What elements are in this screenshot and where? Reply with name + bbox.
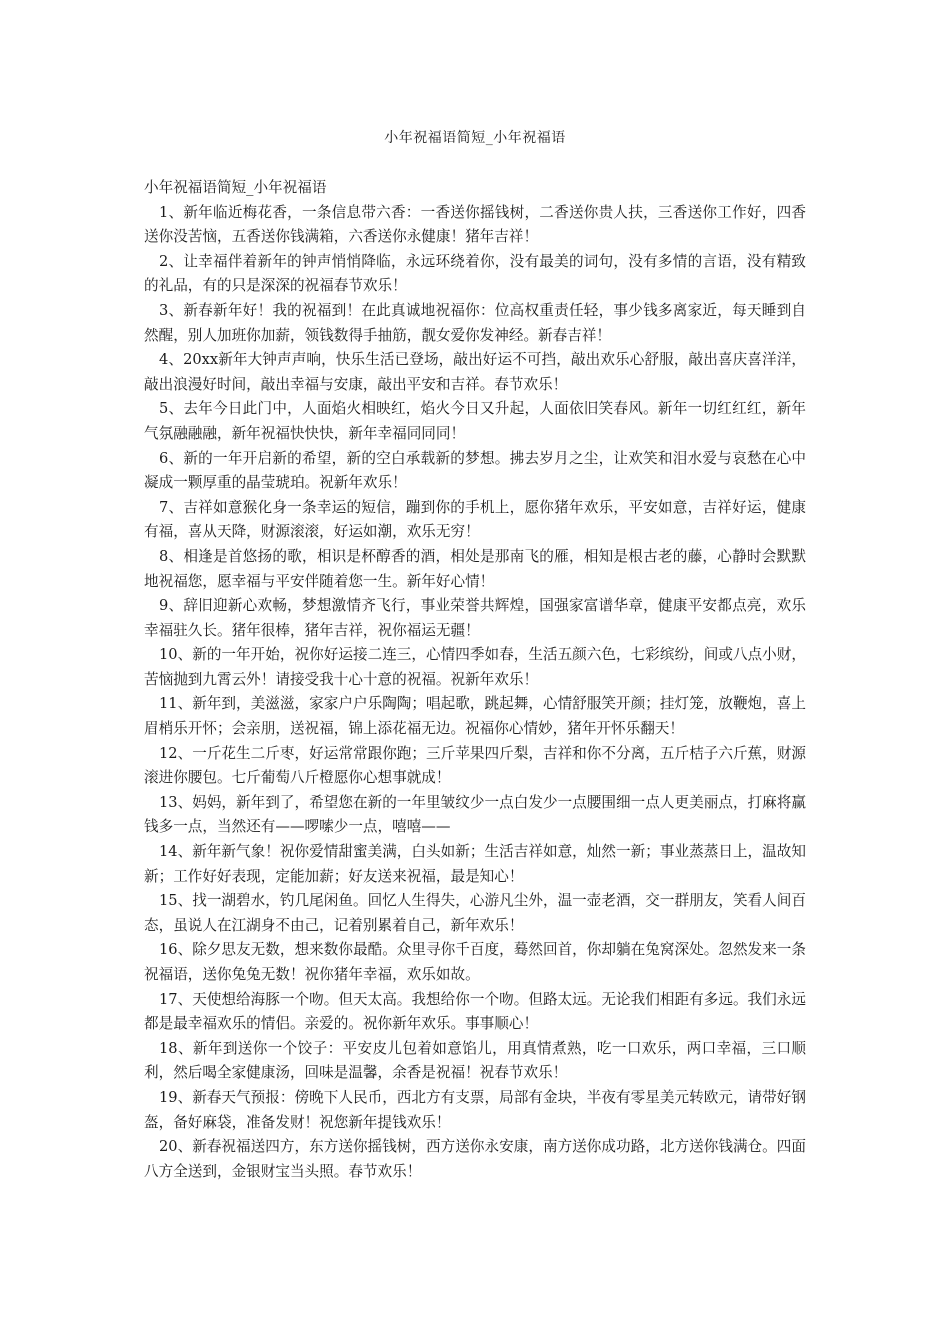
greeting-item-12: 12、一斤花生二斤枣，好运常常跟你跑；三斤苹果四斤梨，吉祥和你不分离，五斤桔子六斤蕉，财源滚进你腰包。七斤葡萄八斤橙愿你心想事就成！ <box>144 744 806 787</box>
document-subtitle: 小年祝福语简短_小年祝福语 <box>144 179 327 196</box>
greeting-item-11: 11、新年到，美滋滋，家家户户乐陶陶；唱起歌，跳起舞，心情舒服笑开颜；挂灯笼，放鞭炮，喜上眉梢乐开怀；会亲朋，送祝福，锦上添花福无边。祝福你心情妙，猪年开怀乐翻天！ <box>144 695 806 738</box>
greeting-item-20: 20、新春祝福送四方，东方送你摇钱树，西方送你永安康，南方送你成功路，北方送你钱满仓。四面八方全送到，金银财宝当头照。春节欢乐！ <box>144 1138 806 1180</box>
greeting-item-5: 5、去年今日此门中，人面焰火相映红，焰火今日又升起，人面依旧笑春风。新年一切红红红，新年气氛融融融，新年祝福快快快，新年幸福同同同！ <box>144 400 806 442</box>
greeting-item-8: 8、相逢是首悠扬的歌，相识是杯醇香的酒，相处是那南飞的雁，相知是根古老的藤，心静时会默默地祝福您，愿幸福与平安伴随着您一生。新年好心情！ <box>144 547 806 590</box>
document-body <box>144 176 806 1184</box>
greeting-item-15: 15、找一湖碧水，钓几尾闲鱼。回忆人生得失，心游凡尘外，温一壶老酒，交一群朋友，笑看人间百态，虽说人在江湖身不由己，记着别累着自己，新年欢乐！ <box>144 892 806 934</box>
greeting-item-4: 4、20xx新年大钟声声响，快乐生活已登场，敲出好运不可挡，敲出欢乐心舒服，敲出喜庆喜洋洋，敲出浪漫好时间，敲出幸福与安康，敲出平安和吉祥。春节欢乐！ <box>144 351 806 393</box>
greeting-item-16: 16、除夕思友无数，想来数你最酷。众里寻你千百度，蓦然回首，你却躺在兔窝深处。忽然发来一条祝福语，送你兔兔无数！祝你猪年幸福，欢乐如故。 <box>144 941 806 983</box>
greeting-item-9: 9、辞旧迎新心欢畅，梦想激情齐飞行，事业荣誉共辉煌，国强家富谱华章，健康平安都点亮，欢乐幸福驻久长。猪年很棒，猪年吉祥，祝你福运无疆！ <box>144 597 806 639</box>
greeting-item-14: 14、新年新气象！祝你爱情甜蜜美满，白头如新；生活吉祥如意，灿然一新；事业蒸蒸日上，温故知新；工作好好表现，定能加薪；好友送来祝福，最是知心！ <box>144 843 806 885</box>
greeting-item-3: 3、新春新年好！我的祝福到！在此真诚地祝福你：位高权重责任轻，事少钱多离家近，每天睡到自然醒，别人加班你加薪，领钱数得手抽筋，靓女爱你发神经。新春吉祥！ <box>144 301 806 344</box>
greeting-item-6: 6、新的一年开启新的希望，新的空白承载新的梦想。拂去岁月之尘，让欢笑和泪水爱与哀愁在心中凝成一颗厚重的晶莹琥珀。祝新年欢乐！ <box>144 449 806 492</box>
greeting-item-1: 1、新年临近梅花香，一条信息带六香：一香送你摇钱树，二香送你贵人扶，三香送你工作好，四香送你没苦恼，五香送你钱满箱，六香送你永健康！猪年吉祥！ <box>144 203 806 246</box>
greeting-item-17: 17、天使想给海豚一个吻。但天太高。我想给你一个吻。但路太远。无论我们相距有多远。我们永远都是最幸福欢乐的情侣。亲爱的。祝你新年欢乐。事事顺心！ <box>144 990 806 1033</box>
greeting-item-18: 18、新年到送你一个饺子：平安皮儿包着如意馅儿，用真情煮熟，吃一口欢乐，两口幸福，三口顺利，然后喝全家健康汤，回味是温馨，余香是祝福！祝春节欢乐！ <box>144 1039 806 1082</box>
greeting-item-7: 7、吉祥如意猴化身一条幸运的短信，蹦到你的手机上，愿你猪年欢乐，平安如意，吉祥好运，健康有福，喜从天降，财源滚滚，好运如潮，欢乐无穷！ <box>144 498 806 541</box>
greeting-item-10: 10、新的一年开始，祝你好运接二连三，心情四季如春，生活五颜六色，七彩缤纷，间或八点小财，苦恼抛到九霄云外！请接受我十心十意的祝福。祝新年欢乐！ <box>144 646 806 688</box>
greeting-item-19: 19、新春天气预报：傍晚下人民币，西北方有支票，局部有金块，半夜有零星美元转欧元，请带好钢盔，备好麻袋，准备发财！祝您新年提钱欢乐！ <box>144 1088 806 1131</box>
greeting-item-2: 2、让幸福伴着新年的钟声悄悄降临，永远环绕着你，没有最美的词句，没有多情的言语，没有精致的礼品，有的只是深深的祝福春节欢乐！ <box>144 252 806 295</box>
document-title: 小年祝福语简短_小年祝福语 <box>384 130 566 146</box>
greeting-item-13: 13、妈妈，新年到了，希望您在新的一年里皱纹少一点白发少一点腰围细一点人更美丽点，打麻将赢钱多一点，当然还有——啰嗦少一点，嘻嘻—— <box>144 793 806 836</box>
